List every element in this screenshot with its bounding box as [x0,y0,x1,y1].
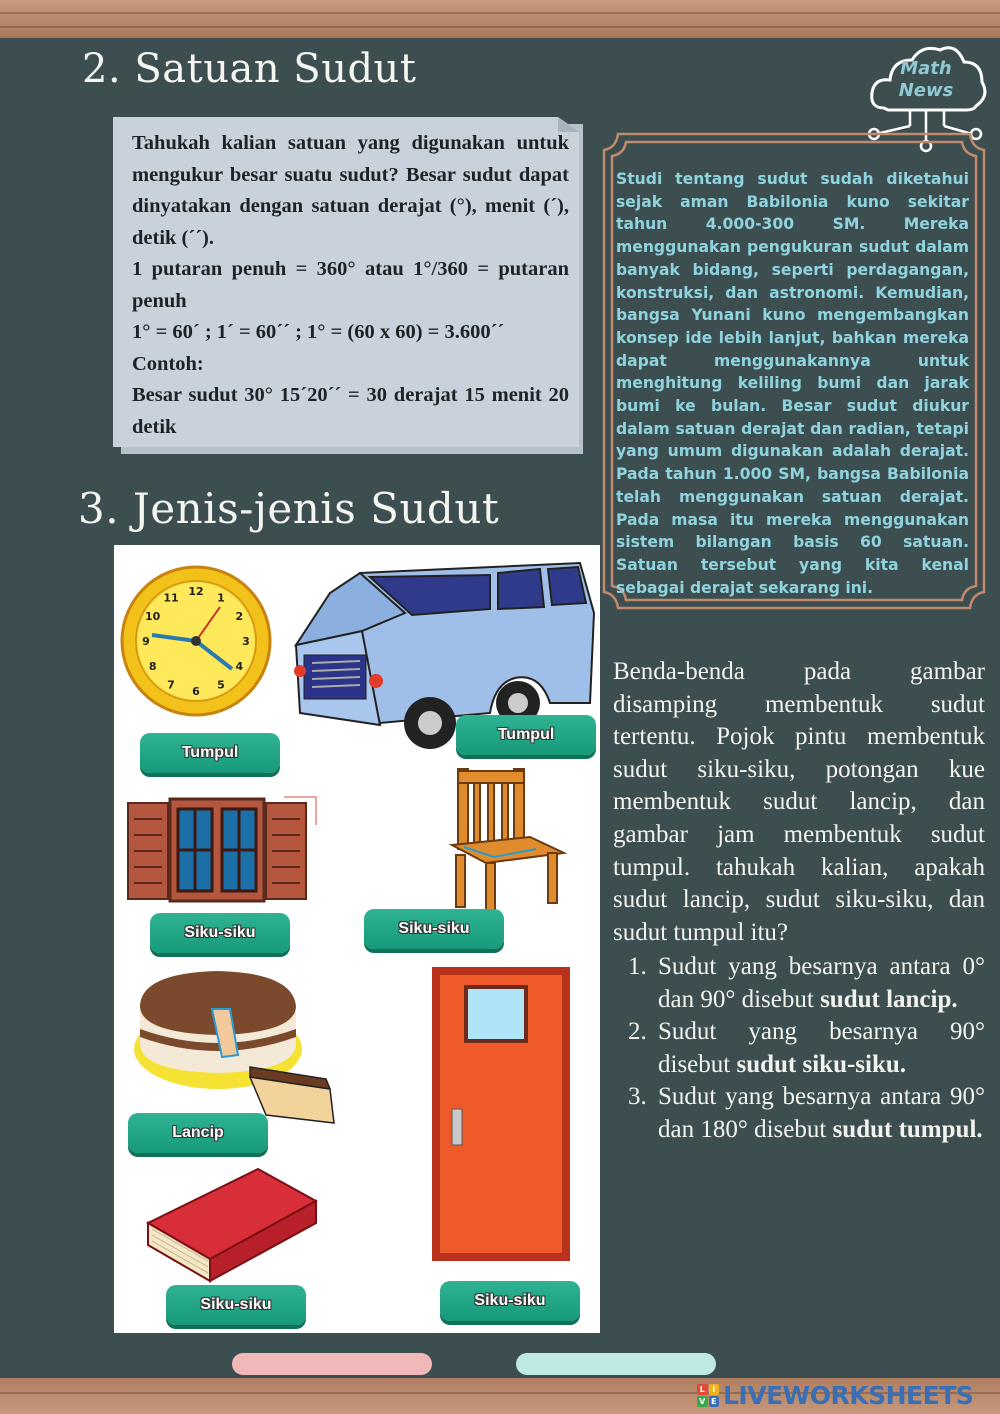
definition-number: 3. [628,1083,647,1111]
definition-item [628,1016,985,1081]
clock-number: 5 [217,678,225,692]
section-title-satuan-sudut: 2. Satuan Sudut [82,46,417,92]
clock-number: 9 [142,635,150,648]
definition-item [628,1081,985,1146]
label-car: Tumpul [456,715,596,755]
logo-text: LIVEWORKSHEETS [723,1380,974,1410]
note-paragraph: 1 putaran penuh = 360° atau 1°/360 = putaran penuh [132,258,569,312]
logo-mark-icon [697,1384,719,1406]
definition-item [628,951,985,1016]
clock-number: 11 [163,591,179,605]
logo-letter: I [709,1384,720,1395]
clock-number: 6 [192,685,200,698]
logo-letter: V [697,1396,708,1407]
label-book: Siku-siku [166,1285,306,1325]
clock-number: 12 [188,585,204,598]
wooden-frame-top [0,0,1000,38]
intro-paragraph: Benda-benda pada gambar disamping membentuk sudut tertentu. Pojok pintu membentuk sudut siku-siku, potongan kue membentuk sudut lancip, dan gambar jam membentuk sudut tumpul. tahukah kalian, apakah sudut lancip, sudut siku-siku, dan sudut tumpul itu? [613,658,985,946]
door-illustration [430,965,574,1265]
definition-term: sudut lancip. [820,985,958,1013]
badge-line: News [898,80,954,101]
definition-text: Sudut yang besarnya antara 0° dan 90° disebut [658,953,985,1013]
clock-number: 7 [167,678,175,692]
clock-number: 4 [235,660,244,673]
clock-number: 1 [217,591,225,605]
note-paragraph: Contoh: [132,352,204,375]
window-illustration [126,795,318,905]
history-text: Studi tentang sudut sudah diketahui sejak aman Babilonia kuno sekitar tahun 4.000-300 SM. Mereka menggunakan pengukuran sudut dalam banyak bidang, seperti perdagangan, konstruksi, dan astronomi. Kemudian, bangsa Yunani kuno mengembangkan konsep ide lebih lanjut, bahkan mereka dapat menggunakannya untuk menghitung keliling bumi dan jarak bumi ke bulan. Besar sudut diukur dalam satuan derajat dan radian, tetapi yang umum digunakan adalah derajat. Pada tahun 1.000 SM, bangsa Babilonia telah menggunakan satuan derajat. Pada masa itu mereka menggunakan sistem bilangan basis 60 satuan. Satuan tersebut yang kita kenal sebagai derajat sekarang ini. [616,170,969,597]
badge-line: Math [900,58,952,79]
liveworksheets-logo[interactable] [697,1381,973,1409]
book-illustration [144,1161,318,1285]
label-cake: Lancip [128,1113,268,1153]
definition-list [628,951,985,1147]
cake-illustration [134,967,348,1131]
clock-illustration [120,565,272,717]
clock-number: 10 [145,610,161,623]
chalk-mint [516,1353,716,1375]
label-chair: Siku-siku [364,909,504,949]
logo-letter: L [697,1384,708,1395]
definition-text: Sudut yang besarnya 90° disebut [658,1018,985,1078]
clock-number: 8 [148,660,157,673]
note-paragraph: Tahukah kalian satuan yang digunakan untuk mengukur besar suatu sudut? Besar sudut dapat dinyatakan dengan satuan derajat (°), menit (´), detik (´´). [132,132,569,249]
note-paragraph: Besar sudut 30° 15´20´´ = 30 derajat 15 menit 20 detik [132,384,569,438]
definition-number: 2. [628,1018,647,1046]
wood-grain [0,12,1000,14]
clock-number: 2 [235,610,244,623]
label-clock: Tumpul [140,733,280,773]
logo-letter: E [709,1396,720,1407]
definition-term: sudut siku-siku. [736,1050,907,1078]
note-paragraph: 1° = 60´ ; 1´ = 60´´ ; 1° = (60 x 60) = 3.600´´ [132,321,505,343]
math-news-label [890,58,962,102]
definition-number: 1. [628,953,647,980]
label-door: Siku-siku [440,1281,580,1321]
definition-text: Sudut yang besarnya antara 90° dan 180° disebut [658,1083,985,1143]
wood-grain [0,26,1000,28]
chalk-pink [232,1353,432,1375]
label-window: Siku-siku [150,913,290,953]
angle-examples-panel [114,545,600,1333]
chair-illustration [444,765,568,913]
clock-number: 3 [242,635,250,648]
note-card-text [132,128,569,443]
section-title-jenis-sudut: 3. Jenis-jenis Sudut [78,484,500,533]
definition-term: sudut tumpul. [832,1115,983,1143]
